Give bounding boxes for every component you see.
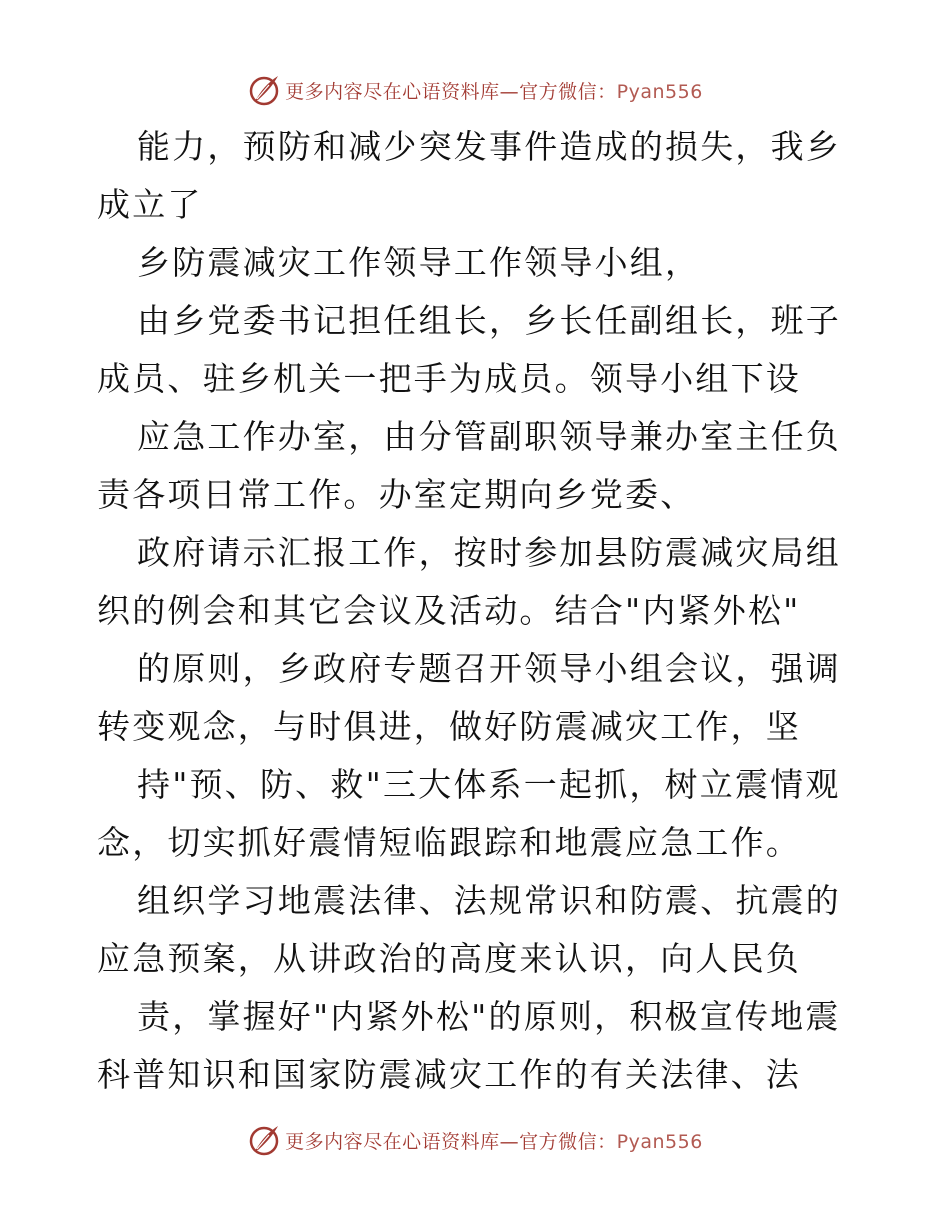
paragraph: 能力，预防和减少突发事件造成的损失，我乡成立了	[97, 127, 841, 224]
paragraph: 责，掌握好"内紧外松"的原则，积极宣传地震科普知识和国家防震减灾工作的有关法律、法	[97, 997, 841, 1094]
paragraph: 乡防震减灾工作领导工作领导小组，	[137, 243, 701, 282]
paragraph: 由乡党委书记担任组长，乡长任副组长，班子成员、驻乡机关一把手为成员。领导小组下设	[97, 301, 841, 398]
footer-wechat-id: Pyan556	[616, 1130, 703, 1153]
paragraph: 政府请示汇报工作，按时参加县防震减灾局组织的例会和其它会议及活动。结合"内紧外松"	[97, 533, 841, 630]
header-banner	[0, 70, 950, 110]
header-wechat-id: Pyan556	[616, 80, 703, 103]
document-body	[97, 118, 857, 1104]
quill-logo-icon	[247, 73, 281, 107]
paragraph: 持"预、防、救"三大体系一起抓，树立震情观念，切实抓好震情短临跟踪和地震应急工作。	[97, 765, 841, 862]
paragraph: 应急工作办室，由分管副职领导兼办室主任负责各项日常工作。办室定期向乡党委、	[97, 417, 841, 514]
footer-banner-text: 更多内容尽在心语资料库—官方微信：Pyan556	[285, 1130, 703, 1153]
footer-banner	[0, 1120, 950, 1160]
paragraph: 的原则，乡政府专题召开领导小组会议，强调转变观念，与时俱进，做好防震减灾工作，坚	[97, 649, 841, 746]
paragraph: 组织学习地震法律、法规常识和防震、抗震的应急预案，从讲政治的高度来认识，向人民负	[97, 881, 841, 978]
quill-logo-icon	[247, 1123, 281, 1157]
header-banner-text: 更多内容尽在心语资料库—官方微信：Pyan556	[285, 80, 703, 103]
